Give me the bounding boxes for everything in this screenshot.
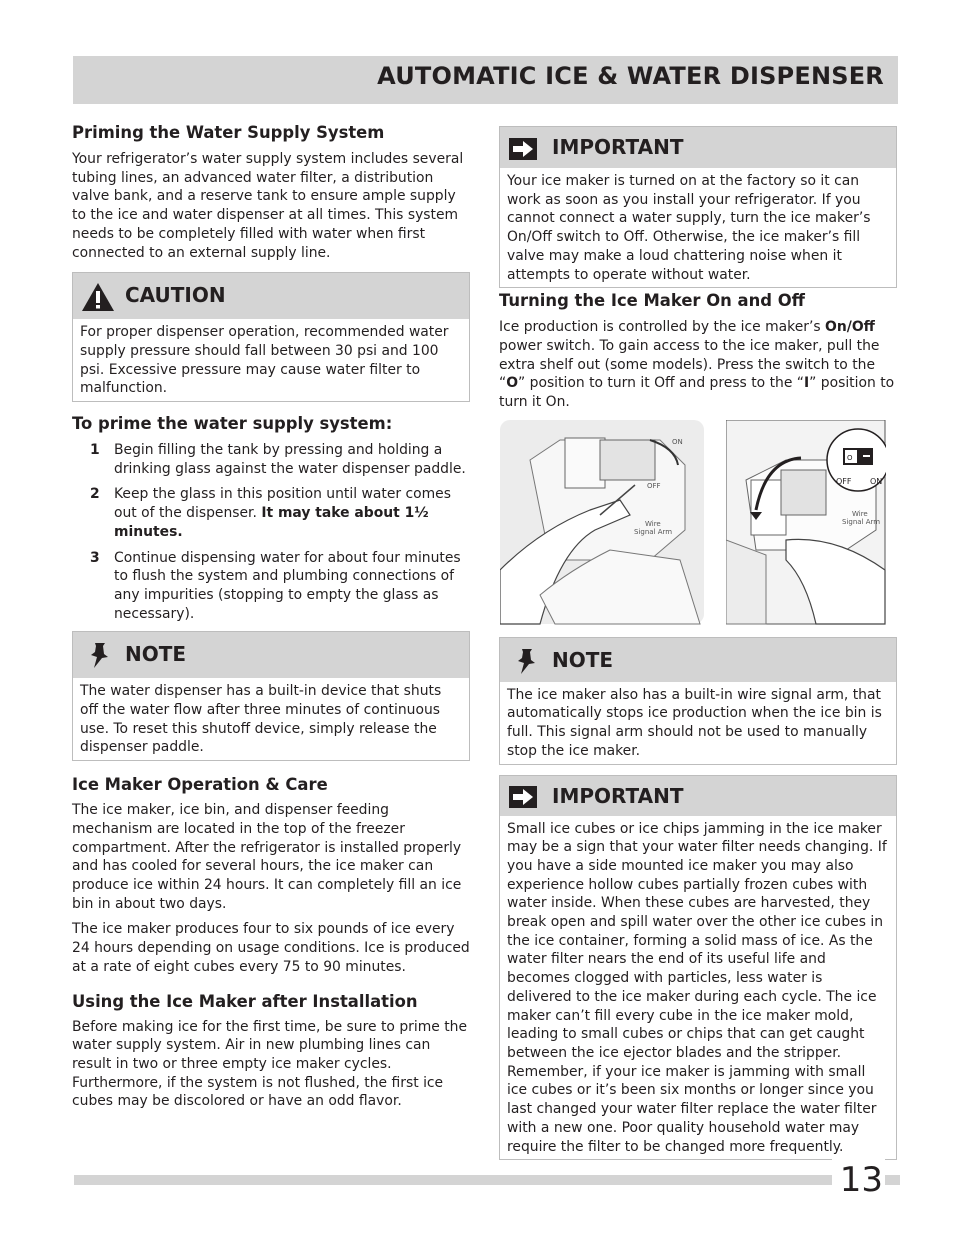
step-number: 2 bbox=[90, 486, 100, 503]
list-item bbox=[72, 441, 470, 478]
important-body-bottom: Small ice cubes or ice chips jamming in the ice maker may be a sign that your water filter needs changing. If you have a side mounted ice maker you may also experience hollow cubes partially frozen cubes with water inside. When these cubes are harvested, they break open and spill water over the other ice cubes in the ice container, forming a solid mass of ice. As the water filter nears the end of its useful life and becomes clogged with particles, less water is delivered to the ice maker during each cycle. The ice maker can’t fill every cube in the ice maker mold, leading to small cubes or chips that can get caught between the ice ejector blades and the stripper. Remember, if your ice maker is jamming with small ice cubes or it’s been six months or longer since you last changed your water filter replace the water filter with a new one. Poor quality household water may require the filter to be changed more frequently. bbox=[507, 820, 887, 1155]
step-text: Begin filling the tank by pressing and holding a drinking glass against the water dispenser paddle. bbox=[114, 442, 466, 477]
pushpin-icon bbox=[514, 647, 538, 679]
illus-right-wire-label: Wire bbox=[852, 509, 868, 518]
turning-body bbox=[499, 318, 897, 412]
important-header-top bbox=[500, 127, 896, 168]
illus-left-wire-label: Wire bbox=[645, 519, 661, 528]
important-label-bottom: IMPORTANT bbox=[552, 783, 684, 808]
important-body-top: Your ice maker is turned on at the factory so it can work as soon as you install your refrigerator. If you cannot connect a water supply, turn the ice maker’s On/Off switch to Off. Otherwise, the ice maker’s fill valve may make a loud chattering noise when it attempts to operate without water. bbox=[507, 173, 871, 283]
turning-heading: Turning the Ice Maker On and Off bbox=[499, 291, 805, 311]
illus-right-on-label: ON bbox=[870, 476, 883, 486]
illus-left-signal-label: Signal Arm bbox=[634, 527, 673, 536]
important-header-bottom bbox=[500, 776, 896, 816]
important-body-wrap-bottom bbox=[500, 816, 896, 1160]
prime-steps-heading: To prime the water supply system: bbox=[72, 414, 393, 434]
illus-left-on-label: ON bbox=[672, 437, 683, 446]
list-item bbox=[72, 549, 470, 624]
caution-box bbox=[72, 272, 470, 402]
turning-text-3: ” position to turn it Off and press to the “ bbox=[518, 375, 804, 392]
page-title: AUTOMATIC ICE & WATER DISPENSER bbox=[377, 62, 884, 90]
ice-care-para1: The ice maker, ice bin, and dispenser feeding mechanism are located in the top of the freezer compartment. After the refrigerator is installed properly and has cooled for several hours, the ice maker can produce ice within 24 hours. It can completely fill an ice bin in about two days. bbox=[72, 802, 462, 912]
turning-bold-onoff: On/Off bbox=[825, 319, 875, 336]
illus-right-switch-o: O bbox=[847, 453, 853, 462]
turning-text-1: Ice production is controlled by the ice maker’s bbox=[499, 319, 826, 336]
turning-text-4: ” position to turn it On. bbox=[499, 375, 895, 411]
caution-body-wrap bbox=[73, 319, 469, 401]
illus-right-signal-label: Signal Arm bbox=[842, 517, 881, 526]
caution-body: For proper dispenser operation, recommended water supply pressure should fall between 30 psi and 100 psi. Excessive pressure may cause water filter to malfunction. bbox=[80, 324, 449, 397]
header-bar bbox=[73, 56, 898, 104]
note-box-left bbox=[72, 631, 470, 761]
arrow-right-icon bbox=[508, 137, 538, 165]
note-body-left: The water dispenser has a built-in device that shuts off the water flow after three minutes of continuous use. To reset this shutoff device, simply release the dispenser paddle. bbox=[80, 683, 442, 756]
important-box-top bbox=[499, 126, 897, 288]
ice-maker-illustration-left bbox=[500, 420, 705, 625]
after-install-body: Before making ice for the first time, be sure to prime the water supply system. Air in new plumbing lines can result in two or three empty ice maker cycles. Furthermore, if the system is not flushed, the first ice cubes may be discolored or have an odd flavor. bbox=[72, 1018, 467, 1110]
prime-steps-list bbox=[72, 441, 470, 623]
important-box-bottom bbox=[499, 775, 897, 1161]
arrow-right-icon bbox=[508, 785, 538, 813]
note-header-right bbox=[500, 638, 896, 682]
right-column bbox=[499, 126, 897, 1160]
note-body-wrap-right bbox=[500, 682, 896, 764]
pushpin-icon bbox=[87, 641, 111, 673]
note-body-wrap-left bbox=[73, 678, 469, 760]
illus-left-off-label: OFF bbox=[647, 481, 661, 490]
note-body-right: The ice maker also has a built-in wire signal arm, that automatically stops ice production when the ice bin is full. This signal arm should not be used to manually stop the ice maker. bbox=[507, 686, 882, 759]
note-label-right: NOTE bbox=[552, 647, 614, 672]
page-number: 13 bbox=[832, 1158, 885, 1202]
after-install-heading: Using the Ice Maker after Installation bbox=[72, 991, 418, 1011]
priming-body: Your refrigerator’s water supply system includes several tubing lines, an advanced water filter, a distribution valve bank, and a reserve tank to ensure ample supply to the ice and water dispenser at all times. This system needs to be completely filled with water when first connected to an external supply line. bbox=[72, 151, 464, 261]
priming-heading: Priming the Water Supply System bbox=[72, 123, 385, 142]
note-label-left: NOTE bbox=[125, 642, 187, 667]
left-column bbox=[72, 123, 470, 1111]
list-item bbox=[72, 485, 470, 541]
step-number: 1 bbox=[90, 442, 100, 459]
ice-maker-illustration-right bbox=[726, 420, 886, 625]
footer-bar bbox=[74, 1175, 900, 1185]
important-body-wrap-top bbox=[500, 168, 896, 287]
ice-maker-illustrations bbox=[499, 420, 897, 630]
step-text: Keep the glass in this position until water comes out of the dispenser. bbox=[114, 486, 451, 522]
illus-right-off-label: OFF bbox=[836, 476, 852, 486]
ice-care-para2: The ice maker produces four to six pounds of ice every 24 hours depending on usage conditions. Ice is produced at a rate of eight cubes every 75 to 90 minutes. bbox=[72, 921, 470, 975]
turning-text-2: power switch. To gain access to the ice maker, pull the extra shelf out (some models). Press the switch to the “ bbox=[499, 337, 880, 392]
note-header-left bbox=[73, 632, 469, 678]
caution-label: CAUTION bbox=[125, 283, 226, 308]
warning-icon bbox=[81, 282, 115, 316]
step-text: Continue dispensing water for about four minutes to flush the system and plumbing connections of any impurities (stopping to empty the glass as necessary). bbox=[114, 549, 461, 622]
turning-bold-i: I bbox=[803, 375, 810, 392]
step-number: 3 bbox=[90, 549, 100, 566]
ice-care-heading: Ice Maker Operation & Care bbox=[72, 775, 328, 795]
step-bold-text: It may take about 1½ minutes. bbox=[114, 505, 429, 540]
important-label-top: IMPORTANT bbox=[552, 135, 684, 159]
caution-header bbox=[73, 273, 469, 319]
note-box-right bbox=[499, 637, 897, 765]
turning-bold-o: O bbox=[506, 375, 519, 392]
